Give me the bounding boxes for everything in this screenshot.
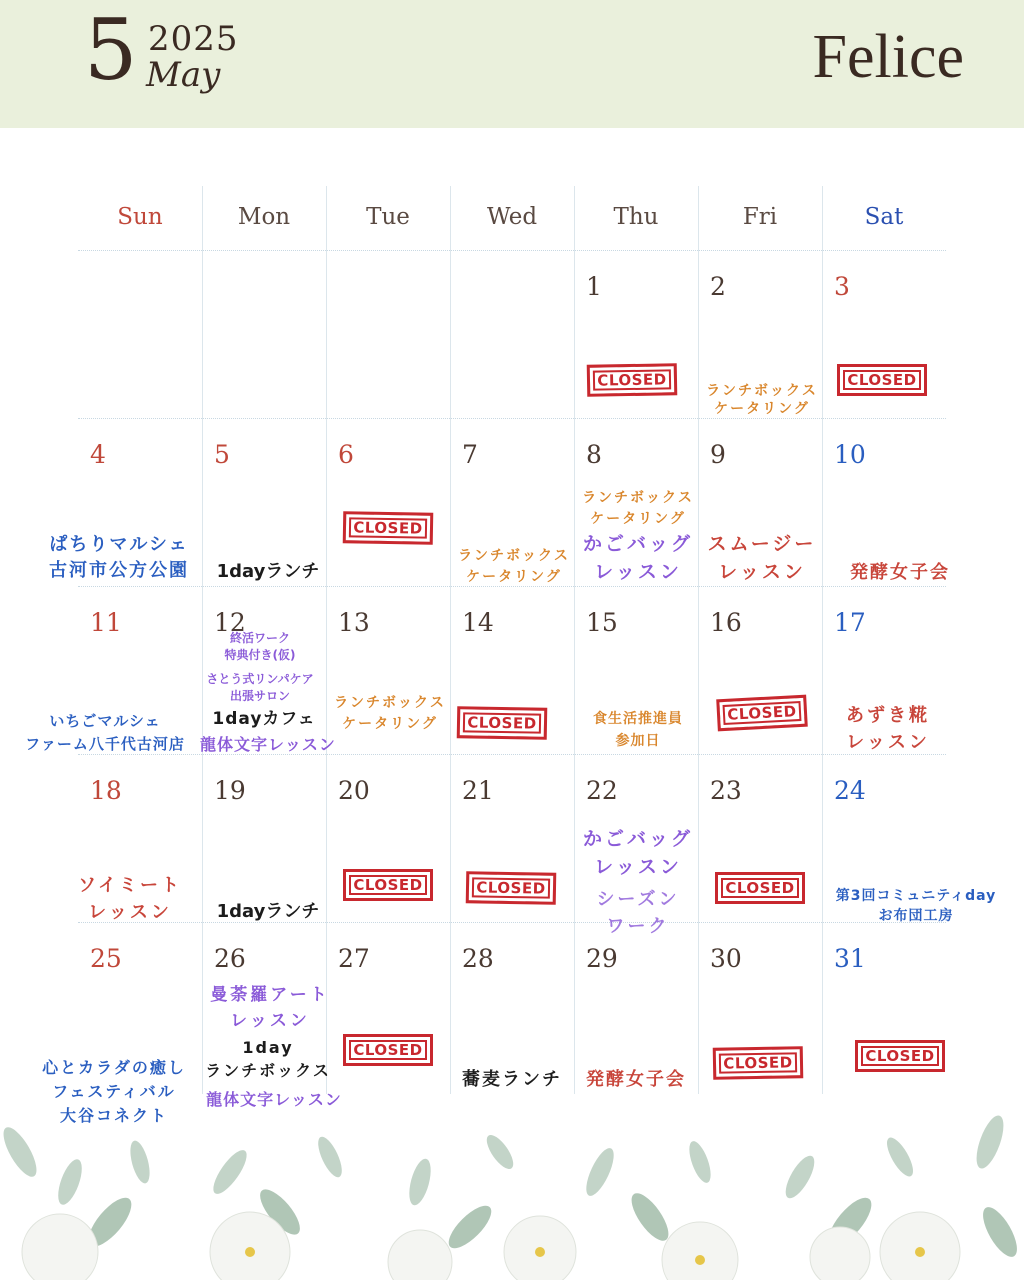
closed-stamp-label: CLOSED — [467, 713, 537, 733]
event-line: ランチボックス — [205, 1061, 331, 1081]
event-fermentation-meetup — [836, 561, 964, 584]
day-number: 31 — [834, 944, 866, 973]
event-1day-cafe — [200, 708, 328, 730]
event-line: ファーム八千代古河店 — [25, 735, 185, 754]
event-smoothie-lesson — [700, 531, 824, 586]
closed-stamp — [855, 1040, 945, 1072]
event-line: ランチボックス — [582, 490, 694, 506]
event-food-promoter — [576, 708, 700, 753]
weekday-fri: Fri — [742, 204, 778, 230]
closed-stamp — [715, 872, 805, 904]
event-line: 大谷コネクト — [59, 1106, 168, 1125]
event-line: ワーク — [606, 916, 670, 937]
event-line: ケータリング — [590, 511, 686, 527]
month-number: 5 — [84, 1, 138, 99]
event-line: 1dayランチ — [216, 561, 320, 582]
closed-stamp-label: CLOSED — [353, 1041, 423, 1059]
day-number: 2 — [710, 272, 726, 301]
grid-column-divider — [450, 186, 451, 1094]
event-end-of-life-work — [198, 630, 322, 664]
event-line: ランチボックス — [706, 383, 818, 399]
day-number: 26 — [214, 944, 246, 973]
day-number: 20 — [338, 776, 370, 805]
day-number: 13 — [338, 608, 370, 637]
weekday-tue: Tue — [366, 204, 410, 230]
event-line: 参加日 — [615, 733, 661, 750]
closed-stamp — [587, 363, 678, 397]
day-number: 10 — [834, 440, 866, 469]
day-number: 8 — [586, 440, 602, 469]
day-number: 4 — [90, 440, 106, 469]
event-line: 蕎麦ランチ — [462, 1069, 562, 1090]
event-line: レッスン — [88, 902, 172, 923]
event-line: 1dayカフェ — [212, 709, 316, 729]
closed-stamp-label: CLOSED — [353, 518, 423, 538]
closed-stamp — [457, 706, 548, 740]
event-line: 発酵女子会 — [586, 1069, 686, 1090]
header-band — [0, 0, 1024, 128]
grid-row-divider — [78, 250, 946, 252]
grid-column-divider — [822, 186, 823, 1094]
event-line: ソイミート — [77, 875, 183, 896]
closed-stamp — [466, 871, 557, 905]
event-season-work — [576, 886, 700, 940]
event-line: 出張サロン — [229, 688, 290, 703]
closed-stamp-label: CLOSED — [865, 1047, 935, 1065]
day-number: 27 — [338, 944, 370, 973]
day-number: 22 — [586, 776, 618, 805]
event-line: 1day — [242, 1038, 294, 1057]
event-ichigo-marche — [12, 710, 198, 757]
event-line: 龍体文字レッスン — [200, 735, 336, 754]
closed-stamp — [343, 511, 434, 545]
day-number: 19 — [214, 776, 246, 805]
event-line: ぱちりマルシェ — [49, 534, 189, 555]
event-line: 古河市公方公園 — [49, 560, 189, 582]
closed-stamp — [837, 364, 927, 396]
event-lunchbox-catering — [700, 382, 824, 418]
event-line: 龍体文字レッスン — [206, 1090, 342, 1109]
event-community-day — [826, 886, 1006, 927]
event-line: レッスン — [846, 732, 930, 753]
day-number: 12 — [214, 608, 246, 637]
event-line: 発酵女子会 — [850, 562, 950, 583]
event-line: スムージー — [707, 533, 817, 555]
year: 2025 — [148, 19, 239, 59]
event-azuki-koji-lesson — [826, 702, 950, 756]
event-line: レッスン — [594, 560, 682, 583]
event-line: ケータリング — [466, 569, 562, 585]
closed-stamp-label: CLOSED — [476, 878, 546, 898]
day-number: 24 — [834, 776, 866, 805]
day-number: 21 — [462, 776, 494, 805]
weekday-thu: Thu — [613, 204, 659, 230]
day-number: 7 — [462, 440, 478, 469]
day-number: 28 — [462, 944, 494, 973]
day-number: 5 — [214, 440, 230, 469]
event-pachiri-marche — [36, 532, 202, 584]
grid-column-divider — [698, 186, 699, 1094]
grid-column-divider — [326, 186, 327, 1094]
closed-stamp-label: CLOSED — [723, 1053, 793, 1073]
event-line: 終活ワーク — [229, 631, 290, 645]
event-ryutai-moji-lesson — [194, 1090, 354, 1111]
event-1day-lunch — [204, 560, 332, 583]
event-line: ランチボックス — [334, 695, 446, 711]
event-soba-lunch — [450, 1068, 574, 1091]
closed-stamp-label: CLOSED — [353, 876, 423, 894]
day-number: 9 — [710, 440, 726, 469]
event-line: レッスン — [594, 855, 682, 878]
closed-stamp — [716, 695, 808, 732]
event-line: シーズン — [596, 889, 680, 910]
event-line: レッスン — [718, 560, 806, 583]
day-number: 29 — [586, 944, 618, 973]
closed-stamp — [713, 1046, 804, 1080]
day-number: 11 — [90, 608, 122, 637]
event-line: ランチボックス — [458, 548, 570, 564]
event-basket-bag-lesson — [576, 531, 700, 586]
weekday-wed: Wed — [486, 204, 538, 230]
floral-border-decoration — [0, 1112, 1024, 1280]
brand-title: Felice — [812, 23, 964, 91]
day-number: 3 — [834, 272, 850, 301]
event-lunchbox-catering — [452, 546, 576, 588]
day-number: 18 — [90, 776, 122, 805]
day-number: 23 — [710, 776, 742, 805]
weekday-sun: Sun — [117, 204, 163, 230]
closed-stamp-label: CLOSED — [725, 879, 795, 897]
event-basket-bag-lesson — [576, 826, 700, 881]
closed-stamp-label: CLOSED — [847, 371, 917, 389]
event-line: 心とカラダの癒し — [42, 1058, 186, 1077]
closed-stamp-label: CLOSED — [726, 702, 798, 724]
event-line: あずき糀 — [846, 705, 930, 726]
event-line: 食生活推進員 — [593, 711, 683, 727]
floral-illustration — [0, 1112, 1024, 1280]
weekday-mon: Mon — [237, 204, 291, 230]
event-lymph-care-salon — [194, 671, 326, 705]
event-line: お布団工房 — [878, 908, 954, 925]
day-number: 6 — [338, 440, 354, 469]
event-1day-lunchbox — [204, 1036, 332, 1082]
event-fermentation-meetup — [574, 1068, 698, 1091]
day-number: 1 — [586, 272, 602, 301]
closed-stamp-label: CLOSED — [597, 370, 667, 390]
event-line: レッスン — [230, 1010, 310, 1031]
event-line: ケータリング — [342, 716, 438, 732]
event-line: ケータリング — [714, 401, 810, 418]
event-line: かごバッグ — [582, 828, 693, 850]
event-line: 曼荼羅アート — [210, 985, 330, 1005]
weekday-sat: Sat — [864, 204, 904, 230]
event-lunchbox-catering — [576, 488, 700, 530]
event-ryutai-moji-lesson — [200, 735, 360, 756]
grid-column-divider — [574, 186, 575, 1094]
event-line: 特典付き(仮) — [224, 647, 296, 662]
day-number: 25 — [90, 944, 122, 973]
closed-stamp — [343, 869, 433, 901]
event-line: 1dayランチ — [216, 901, 320, 922]
month-name: May — [146, 55, 221, 95]
event-line: 第3回コミュニティday — [835, 888, 997, 904]
event-mandala-art-lesson — [204, 983, 336, 1034]
event-lunchbox-catering — [328, 693, 452, 735]
event-1day-lunch — [204, 900, 332, 923]
event-line: いちごマルシェ — [49, 712, 161, 730]
closed-stamp — [343, 1034, 433, 1066]
event-soy-meat-lesson — [68, 872, 192, 926]
day-number: 15 — [586, 608, 618, 637]
day-number: 30 — [710, 944, 742, 973]
event-line: かごバッグ — [582, 533, 693, 555]
event-line: フェスティバル — [52, 1082, 176, 1101]
day-number: 17 — [834, 608, 866, 637]
day-number: 14 — [462, 608, 494, 637]
event-line: さとう式リンパケア — [206, 672, 314, 686]
day-number: 16 — [710, 608, 742, 637]
